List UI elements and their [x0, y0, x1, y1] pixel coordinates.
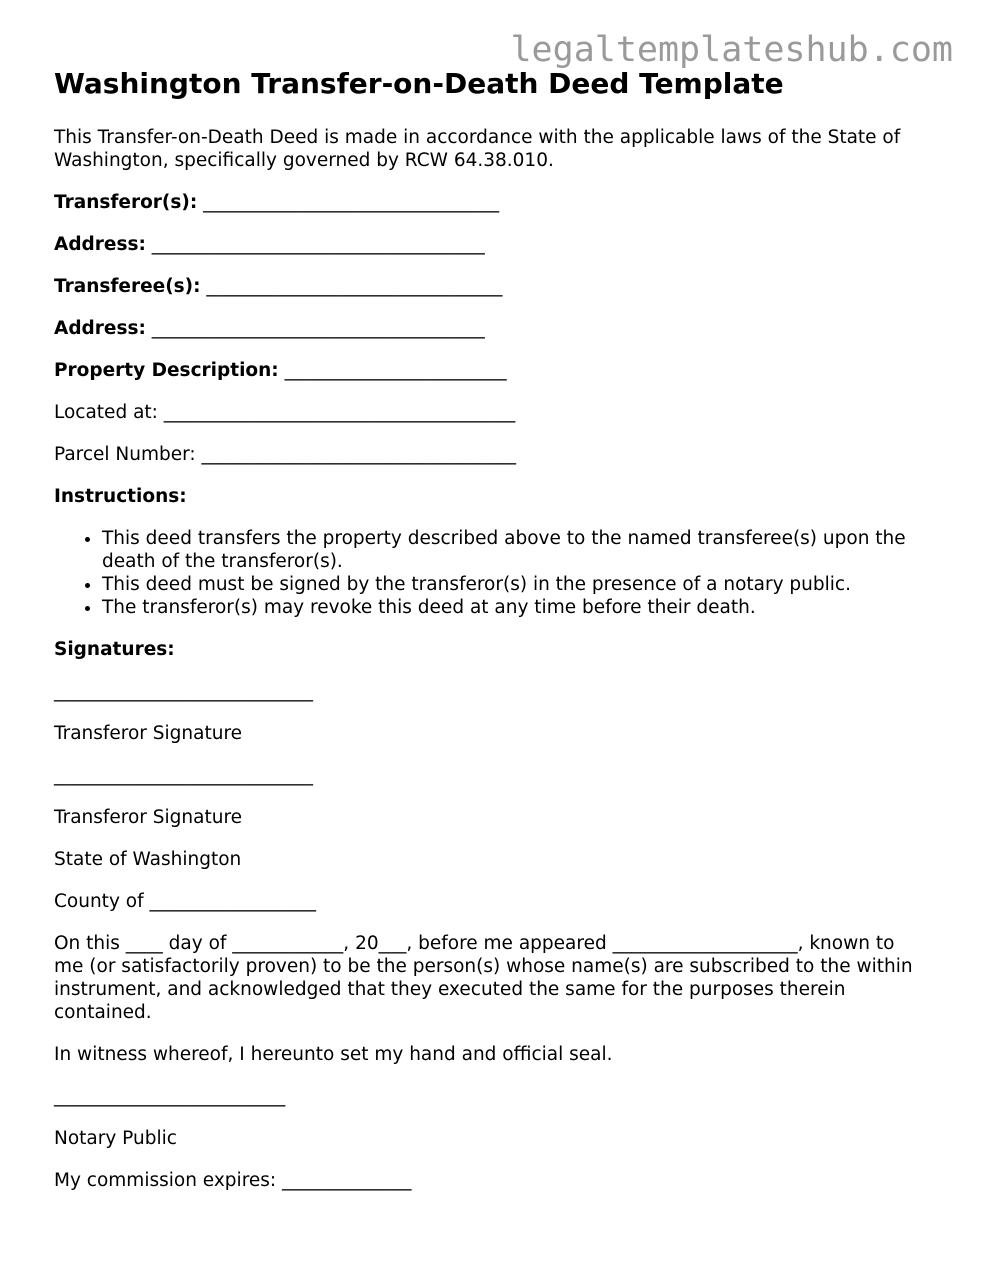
notary-witness: In witness whereof, I hereunto set my hand and official seal.	[54, 1044, 613, 1065]
document-title: Washington Transfer-on-Death Deed Template	[54, 67, 784, 100]
transferee-address-label: Address:	[54, 318, 146, 339]
signatures-heading: Signatures:	[54, 639, 175, 660]
instructions-heading: Instructions:	[54, 486, 187, 507]
located-at-field[interactable]: Located at: ______________________________________	[54, 402, 516, 423]
transferors-label: Transferor(s):	[54, 192, 198, 213]
transferor-signature-label-2: Transferor Signature	[54, 807, 243, 828]
transferor-signature-line-1[interactable]: ____________________________	[54, 681, 313, 702]
transferees-field	[54, 275, 924, 298]
transferor-address-field	[54, 233, 924, 256]
notary-signature-line[interactable]: _________________________	[54, 1086, 286, 1107]
transferor-address-blank[interactable]: ____________________________________	[145, 234, 485, 255]
transferors-blank[interactable]: ________________________________	[197, 192, 500, 213]
transferor-address-label: Address:	[54, 234, 146, 255]
notary-state: State of Washington	[54, 849, 242, 870]
instruction-item: • This deed transfers the property described above to the named transferee(s) upon the death of the transferor(s).	[102, 527, 924, 573]
transferor-signature-label-1: Transferor Signature	[54, 723, 243, 744]
commission-expires-field[interactable]: My commission expires: ______________	[54, 1170, 412, 1191]
instruction-item: • This deed must be signed by the transferor(s) in the presence of a notary public.	[102, 573, 924, 596]
transferors-field	[54, 191, 924, 214]
property-description-blank[interactable]: ________________________	[278, 360, 507, 381]
notary-acknowledgment: On this ____ day of ____________, 20___, before me appeared ____________________, known to me (or satisfactorily proven) to be the person(s) whose name(s) are subscribed to the within instrument, and acknowledged that they executed the same for the purposes therein contained.	[54, 933, 913, 1023]
property-description-field	[54, 359, 924, 382]
watermark: legaltemplateshub.com	[510, 30, 953, 70]
property-description-label: Property Description:	[54, 360, 279, 381]
transferee-address-blank[interactable]: ____________________________________	[145, 318, 485, 339]
instructions-list	[54, 527, 924, 619]
notary-signature-label: Notary Public	[54, 1128, 177, 1149]
transferees-blank[interactable]: ________________________________	[200, 276, 503, 297]
intro-paragraph: This Transfer-on-Death Deed is made in accordance with the applicable laws of the State of Washington, specifically governed by RCW 64.38.010.	[54, 127, 901, 171]
transferee-address-field	[54, 317, 924, 340]
document	[54, 66, 924, 1211]
transferor-signature-line-2[interactable]: ____________________________	[54, 765, 313, 786]
notary-county-field[interactable]: County of __________________	[54, 891, 316, 912]
instruction-item: • The transferor(s) may revoke this deed at any time before their death.	[102, 596, 924, 619]
transferees-label: Transferee(s):	[54, 276, 201, 297]
parcel-number-field[interactable]: Parcel Number: __________________________________	[54, 444, 517, 465]
